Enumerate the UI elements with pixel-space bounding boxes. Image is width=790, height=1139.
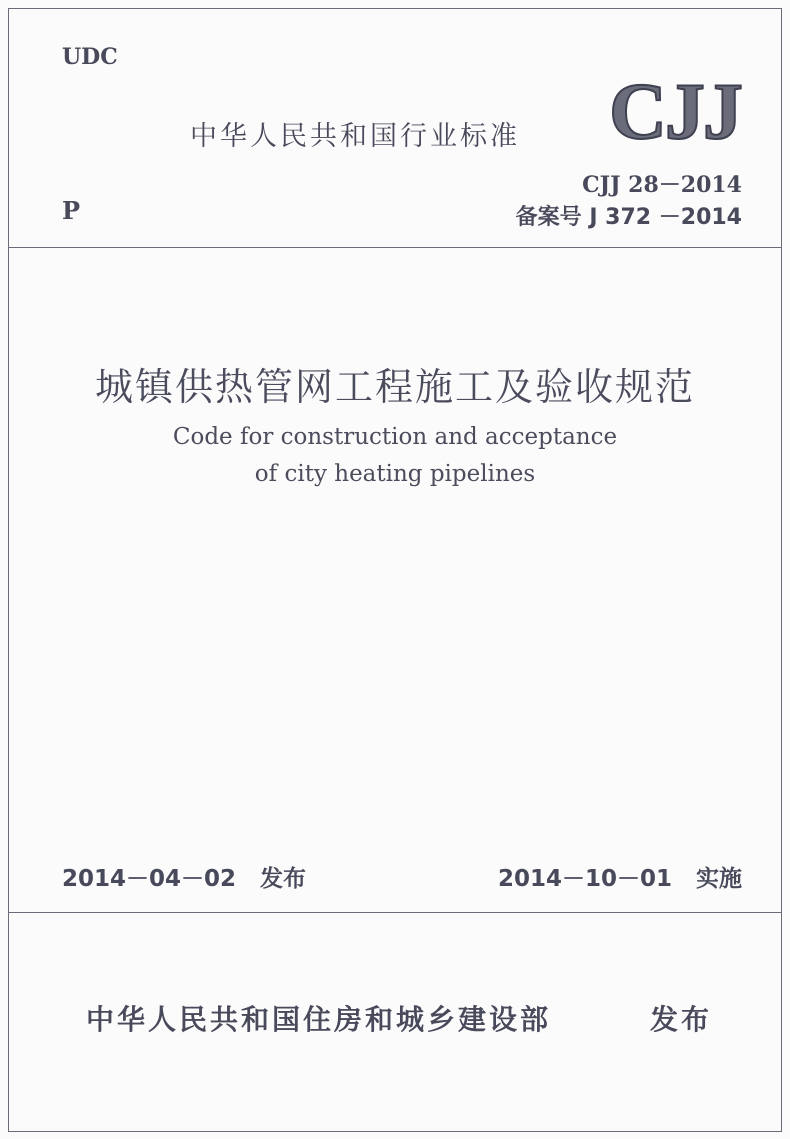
industry-standard-label: 中华人民共和国行业标准 <box>190 121 520 152</box>
standard-number: CJJ 28－2014 <box>582 172 742 198</box>
header-divider <box>8 247 782 248</box>
footer-divider <box>8 912 782 913</box>
issue-date: 2014－04－02 <box>62 866 237 892</box>
title-chinese: 城镇供热管网工程施工及验收规范 <box>94 365 695 409</box>
cjj-logo <box>600 70 750 148</box>
udc-label: UDC <box>62 44 118 70</box>
record-number: 备案号 J 372 －2014 <box>515 205 742 230</box>
implement-label: 实施 <box>696 866 742 892</box>
publisher-name: 中华人民共和国住房和城乡建设部 <box>86 1003 552 1036</box>
title-english-line1: Code for construction and acceptance <box>172 424 618 450</box>
cjj-logo-text: CJJ <box>609 70 741 148</box>
implement-date-block <box>498 860 742 893</box>
issue-date-block <box>62 860 306 893</box>
implement-date: 2014－10－01 <box>497 866 672 892</box>
issue-label: 发布 <box>260 866 307 892</box>
publish-label: 发布 <box>650 1003 713 1036</box>
title-english-line2: of city heating pipelines <box>254 461 536 487</box>
category-label: P <box>62 196 81 225</box>
